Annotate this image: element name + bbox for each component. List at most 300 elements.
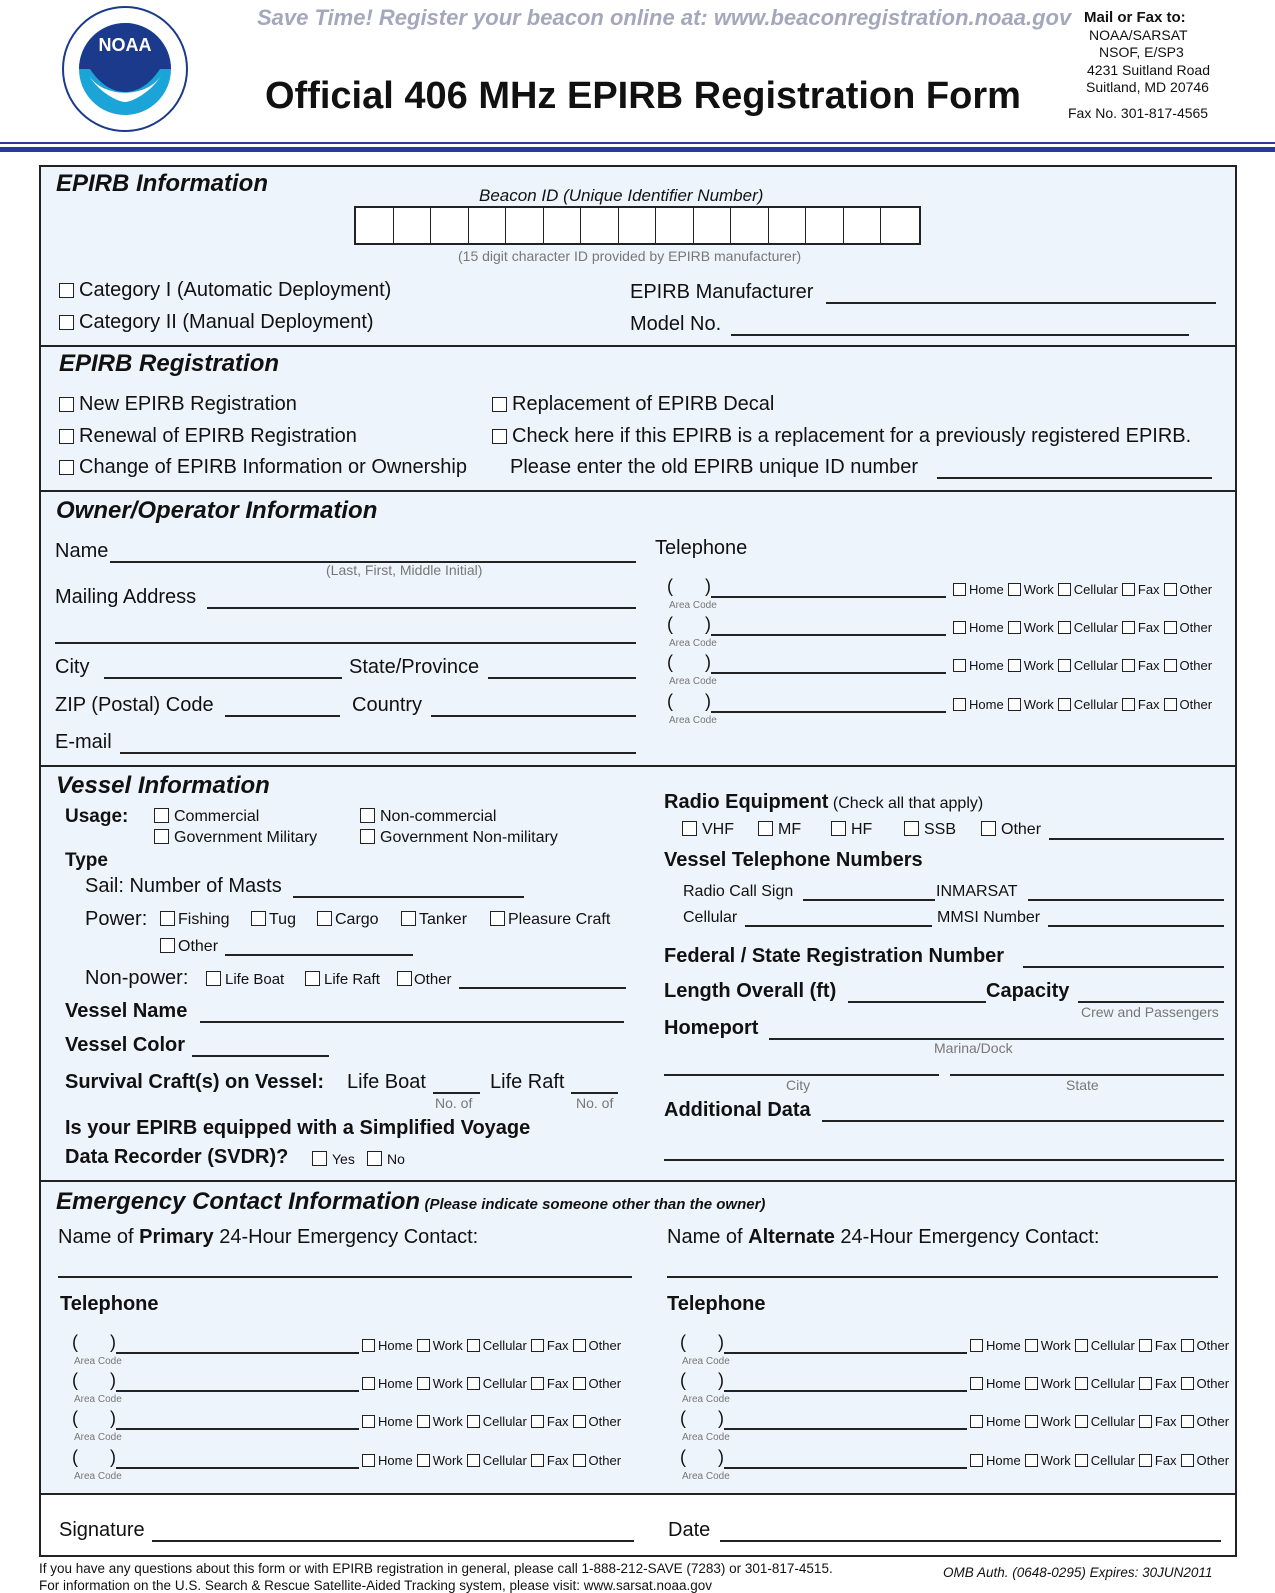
phone-work-checkbox[interactable] xyxy=(1025,1377,1038,1390)
beacon-id-cell[interactable] xyxy=(694,208,732,243)
beacon-id-cell[interactable] xyxy=(731,208,769,243)
phone-cellular-option[interactable] xyxy=(1075,1376,1135,1391)
phone-home-option[interactable] xyxy=(362,1453,413,1468)
phone-cellular-checkbox[interactable] xyxy=(1075,1415,1088,1428)
phone-work-option[interactable] xyxy=(417,1338,463,1353)
phone-number-field[interactable] xyxy=(116,1428,359,1430)
old-id-field[interactable] xyxy=(937,477,1212,479)
phone-fax-checkbox[interactable] xyxy=(531,1415,544,1428)
additional-field[interactable] xyxy=(822,1120,1224,1122)
phone-cellular-option[interactable] xyxy=(1058,658,1118,673)
phone-other-label: Other xyxy=(588,1453,622,1468)
phone-fax-option[interactable] xyxy=(1122,620,1160,635)
phone-work-checkbox[interactable] xyxy=(417,1377,430,1390)
mail-line-3: 4231 Suitland Road xyxy=(1087,62,1210,78)
nonpower-liferaft[interactable] xyxy=(305,971,380,988)
phone-number-field[interactable] xyxy=(724,1428,967,1430)
radio-other-checkbox[interactable] xyxy=(981,821,996,836)
pleasure-checkbox[interactable] xyxy=(490,911,505,926)
phone-close-paren: ) xyxy=(705,691,711,711)
phone-row xyxy=(680,1370,1250,1410)
phone-fax-option[interactable] xyxy=(1139,1338,1177,1353)
phone-fax-option[interactable] xyxy=(1139,1376,1177,1391)
phone-home-label: Home xyxy=(986,1338,1021,1353)
phone-fax-option[interactable] xyxy=(531,1453,569,1468)
alternate-suffix: 24-Hour Emergency Contact: xyxy=(840,1226,1100,1248)
tanker-checkbox[interactable] xyxy=(401,911,416,926)
svdr-yes-checkbox[interactable] xyxy=(312,1151,327,1166)
phone-work-checkbox[interactable] xyxy=(417,1454,430,1467)
beacon-id-cell[interactable] xyxy=(619,208,657,243)
non-commercial-checkbox[interactable] xyxy=(360,808,375,823)
phone-other-option[interactable] xyxy=(1181,1376,1230,1391)
phone-fax-label: Fax xyxy=(1137,620,1160,635)
phone-cellular-checkbox[interactable] xyxy=(467,1415,480,1428)
gov-military-checkbox[interactable] xyxy=(154,829,169,844)
state-field[interactable] xyxy=(488,677,636,679)
phone-row xyxy=(72,1370,642,1410)
phone-work-checkbox[interactable] xyxy=(417,1339,430,1352)
capacity-field[interactable] xyxy=(1078,1001,1224,1003)
phone-cellular-option[interactable] xyxy=(467,1338,527,1353)
phone-other-option[interactable] xyxy=(1181,1338,1230,1353)
phone-other-checkbox[interactable] xyxy=(573,1339,586,1352)
phone-fax-label: Fax xyxy=(546,1338,569,1353)
category-2-checkbox[interactable] xyxy=(59,315,74,330)
category-2-label: Category II (Manual Deployment) xyxy=(79,311,374,333)
radio-hf[interactable] xyxy=(831,821,872,839)
phone-other-checkbox[interactable] xyxy=(573,1377,586,1390)
phone-other-checkbox[interactable] xyxy=(1164,698,1177,711)
survival-lifeboat-field[interactable] xyxy=(433,1092,480,1094)
fed-reg-field[interactable] xyxy=(1023,966,1224,968)
category-1-checkbox[interactable] xyxy=(59,283,74,298)
phone-number-field[interactable] xyxy=(711,634,946,636)
phone-home-option[interactable] xyxy=(953,697,1004,712)
phone-number-field[interactable] xyxy=(711,596,946,598)
phone-fax-option[interactable] xyxy=(531,1338,569,1353)
email-field[interactable] xyxy=(120,752,636,754)
phone-row xyxy=(667,691,1233,731)
phone-other-checkbox[interactable] xyxy=(1181,1339,1194,1352)
phone-other-checkbox[interactable] xyxy=(1164,621,1177,634)
new-registration-label: New EPIRB Registration xyxy=(79,393,297,415)
nonpower-other-checkbox[interactable] xyxy=(397,971,412,986)
phone-number-field[interactable] xyxy=(116,1352,359,1354)
date-field[interactable] xyxy=(720,1540,1221,1542)
radio-other-label: Other xyxy=(1001,821,1042,838)
phone-work-checkbox[interactable] xyxy=(1008,621,1021,634)
phone-other-checkbox[interactable] xyxy=(573,1415,586,1428)
power-pleasure[interactable] xyxy=(490,911,610,929)
phone-number-field[interactable] xyxy=(724,1467,967,1469)
power-fishing[interactable] xyxy=(160,911,230,929)
phone-fax-checkbox[interactable] xyxy=(1122,698,1135,711)
phone-work-label: Work xyxy=(1023,697,1054,712)
cargo-checkbox[interactable] xyxy=(317,911,332,926)
phone-work-option[interactable] xyxy=(417,1414,463,1429)
phone-home-checkbox[interactable] xyxy=(362,1415,375,1428)
phone-other-checkbox[interactable] xyxy=(1181,1377,1194,1390)
homeport-state-field[interactable] xyxy=(950,1074,1224,1076)
phone-home-checkbox[interactable] xyxy=(970,1454,983,1467)
new-registration-checkbox[interactable] xyxy=(59,397,74,412)
beacon-id-cell[interactable] xyxy=(656,208,694,243)
phone-fax-option[interactable] xyxy=(1122,658,1160,673)
nonpower-other[interactable] xyxy=(397,971,452,988)
owner-title: Owner/Operator Information xyxy=(56,497,378,524)
phone-fax-option[interactable] xyxy=(1139,1453,1177,1468)
phone-fax-checkbox[interactable] xyxy=(1139,1415,1152,1428)
commercial-checkbox[interactable] xyxy=(154,808,169,823)
change-checkbox[interactable] xyxy=(59,460,74,475)
phone-other-option[interactable] xyxy=(573,1338,622,1353)
decal-option[interactable] xyxy=(492,393,774,416)
phone-close-paren: ) xyxy=(705,614,711,634)
phone-cellular-checkbox[interactable] xyxy=(1058,583,1071,596)
phone-type-options xyxy=(953,620,1216,635)
phone-cellular-checkbox[interactable] xyxy=(1075,1377,1088,1390)
email-label: E-mail xyxy=(55,731,112,753)
beacon-id-cell[interactable] xyxy=(806,208,844,243)
phone-work-option[interactable] xyxy=(1025,1338,1071,1353)
category-2-option[interactable] xyxy=(59,311,374,334)
svdr-no-checkbox[interactable] xyxy=(367,1151,382,1166)
phone-type-options xyxy=(362,1338,625,1353)
phone-fax-option[interactable] xyxy=(1139,1414,1177,1429)
power-cargo[interactable] xyxy=(317,911,379,929)
phone-cellular-option[interactable] xyxy=(1075,1453,1135,1468)
phone-cellular-option[interactable] xyxy=(467,1376,527,1391)
usage-gov-military[interactable] xyxy=(154,829,317,847)
beacon-id-cell[interactable] xyxy=(394,208,432,243)
sail-field[interactable] xyxy=(293,896,524,898)
power-other-field[interactable] xyxy=(225,954,413,956)
phone-close-paren: ) xyxy=(110,1408,116,1428)
phone-fax-checkbox[interactable] xyxy=(1122,659,1135,672)
phone-work-option[interactable] xyxy=(1025,1453,1071,1468)
fishing-checkbox[interactable] xyxy=(160,911,175,926)
ssb-checkbox[interactable] xyxy=(904,821,919,836)
phone-home-option[interactable] xyxy=(970,1453,1021,1468)
phone-cellular-checkbox[interactable] xyxy=(1075,1454,1088,1467)
phone-other-checkbox[interactable] xyxy=(573,1454,586,1467)
phone-cellular-checkbox[interactable] xyxy=(1058,698,1071,711)
phone-work-checkbox[interactable] xyxy=(1025,1415,1038,1428)
beacon-id-cell[interactable] xyxy=(844,208,882,243)
city-field[interactable] xyxy=(104,677,342,679)
area-code-hint: Area Code xyxy=(74,1471,122,1482)
phone-fax-option[interactable] xyxy=(1122,582,1160,597)
phone-other-checkbox[interactable] xyxy=(1164,659,1177,672)
phone-work-label: Work xyxy=(1040,1414,1071,1429)
beacon-id-cell[interactable] xyxy=(431,208,469,243)
phone-other-option[interactable] xyxy=(1181,1453,1230,1468)
phone-work-option[interactable] xyxy=(1008,620,1054,635)
renewal-checkbox[interactable] xyxy=(59,429,74,444)
usage-gov-nonmil[interactable] xyxy=(360,829,558,847)
additional-label: Additional Data xyxy=(664,1099,811,1121)
power-other[interactable] xyxy=(160,938,218,956)
phone-cellular-checkbox[interactable] xyxy=(1075,1339,1088,1352)
phone-work-checkbox[interactable] xyxy=(1008,659,1021,672)
phone-other-checkbox[interactable] xyxy=(1181,1415,1194,1428)
phone-work-label: Work xyxy=(1023,582,1054,597)
nonpower-other-field[interactable] xyxy=(459,987,626,989)
call-sign-field[interactable] xyxy=(803,899,935,901)
lifeboat-checkbox[interactable] xyxy=(206,971,221,986)
phone-work-checkbox[interactable] xyxy=(1008,698,1021,711)
new-registration-option[interactable] xyxy=(59,393,297,416)
phone-work-option[interactable] xyxy=(1025,1414,1071,1429)
phone-cellular-checkbox[interactable] xyxy=(467,1454,480,1467)
zip-field[interactable] xyxy=(225,715,340,717)
renewal-option[interactable] xyxy=(59,425,357,448)
lifeboat-count-hint: No. of xyxy=(435,1095,473,1111)
header-rule-thick xyxy=(0,147,1275,152)
call-sign-label: Radio Call Sign xyxy=(683,883,794,900)
phone-fax-checkbox[interactable] xyxy=(1139,1339,1152,1352)
phone-cellular-label: Cellular xyxy=(1090,1338,1135,1353)
vhf-checkbox[interactable] xyxy=(682,821,697,836)
phone-other-checkbox[interactable] xyxy=(1164,583,1177,596)
radio-other-field[interactable] xyxy=(1049,838,1224,840)
phone-home-checkbox[interactable] xyxy=(970,1377,983,1390)
beacon-id-cell[interactable] xyxy=(506,208,544,243)
phone-fax-checkbox[interactable] xyxy=(1122,583,1135,596)
phone-other-checkbox[interactable] xyxy=(1181,1454,1194,1467)
radio-ssb[interactable] xyxy=(904,821,956,839)
phone-home-option[interactable] xyxy=(953,620,1004,635)
phone-work-option[interactable] xyxy=(1008,697,1054,712)
replacement-option[interactable] xyxy=(492,425,1191,448)
phone-other-option[interactable] xyxy=(1164,697,1213,712)
beacon-id-cell[interactable] xyxy=(769,208,807,243)
inmarsat-field[interactable] xyxy=(1028,899,1224,901)
phone-home-label: Home xyxy=(969,697,1004,712)
vessel-color-field[interactable] xyxy=(192,1055,329,1057)
phone-cellular-checkbox[interactable] xyxy=(1058,621,1071,634)
phone-close-paren: ) xyxy=(110,1370,116,1390)
phone-cellular-option[interactable] xyxy=(1058,582,1118,597)
length-field[interactable] xyxy=(848,1001,986,1003)
phone-home-checkbox[interactable] xyxy=(362,1339,375,1352)
phone-work-option[interactable] xyxy=(417,1376,463,1391)
phone-home-checkbox[interactable] xyxy=(970,1339,983,1352)
liferaft-checkbox[interactable] xyxy=(305,971,320,986)
phone-home-checkbox[interactable] xyxy=(362,1377,375,1390)
phone-home-option[interactable] xyxy=(362,1414,413,1429)
usage-non-commercial[interactable] xyxy=(360,808,496,826)
phone-number-field[interactable] xyxy=(724,1390,967,1392)
phone-number-field[interactable] xyxy=(724,1352,967,1354)
country-field[interactable] xyxy=(431,715,636,717)
mmsi-field[interactable] xyxy=(1048,925,1224,927)
phone-work-option[interactable] xyxy=(1025,1376,1071,1391)
phone-fax-checkbox[interactable] xyxy=(1139,1454,1152,1467)
phone-other-option[interactable] xyxy=(573,1376,622,1391)
manufacturer-field[interactable] xyxy=(826,302,1216,304)
phone-fax-checkbox[interactable] xyxy=(531,1339,544,1352)
phone-open-paren: ( xyxy=(680,1332,686,1352)
phone-work-checkbox[interactable] xyxy=(1025,1339,1038,1352)
replacement-checkbox[interactable] xyxy=(492,429,507,444)
phone-work-option[interactable] xyxy=(1008,658,1054,673)
phone-number-field[interactable] xyxy=(116,1390,359,1392)
phone-other-option[interactable] xyxy=(1164,658,1213,673)
beacon-id-cell[interactable] xyxy=(469,208,507,243)
usage-commercial[interactable] xyxy=(154,808,259,826)
phone-home-option[interactable] xyxy=(362,1376,413,1391)
phone-row xyxy=(72,1408,642,1448)
hf-checkbox[interactable] xyxy=(831,821,846,836)
phone-cellular-option[interactable] xyxy=(1058,620,1118,635)
phone-fax-checkbox[interactable] xyxy=(1139,1377,1152,1390)
phone-home-option[interactable] xyxy=(953,582,1004,597)
phone-fax-checkbox[interactable] xyxy=(531,1454,544,1467)
non-commercial-label: Non-commercial xyxy=(380,808,497,825)
beacon-id-cell[interactable] xyxy=(544,208,582,243)
phone-fax-label: Fax xyxy=(1137,582,1160,597)
tug-checkbox[interactable] xyxy=(251,911,266,926)
svdr-no[interactable] xyxy=(367,1151,405,1167)
phone-other-option[interactable] xyxy=(1181,1414,1230,1429)
vessel-cellular-field[interactable] xyxy=(745,925,932,927)
phone-fax-label: Fax xyxy=(1137,697,1160,712)
phone-home-checkbox[interactable] xyxy=(970,1415,983,1428)
svdr-yes[interactable] xyxy=(312,1151,355,1167)
phone-cellular-option[interactable] xyxy=(1075,1338,1135,1353)
nonpower-lifeboat[interactable] xyxy=(206,971,284,988)
phone-home-checkbox[interactable] xyxy=(953,659,966,672)
phone-cellular-checkbox[interactable] xyxy=(1058,659,1071,672)
phone-work-checkbox[interactable] xyxy=(417,1415,430,1428)
phone-other-option[interactable] xyxy=(573,1453,622,1468)
phone-fax-checkbox[interactable] xyxy=(531,1377,544,1390)
signature-field[interactable] xyxy=(152,1540,634,1542)
phone-number-field[interactable] xyxy=(116,1467,359,1469)
phone-cellular-checkbox[interactable] xyxy=(467,1339,480,1352)
area-code-hint: Area Code xyxy=(74,1432,122,1443)
phone-fax-label: Fax xyxy=(1137,658,1160,673)
category-1-option[interactable] xyxy=(59,279,391,302)
phone-type-options xyxy=(970,1453,1233,1468)
mailing-field[interactable] xyxy=(207,607,636,609)
phone-cellular-label: Cellular xyxy=(482,1376,527,1391)
phone-fax-option[interactable] xyxy=(531,1414,569,1429)
phone-home-option[interactable] xyxy=(970,1338,1021,1353)
change-label: Change of EPIRB Information or Ownership xyxy=(79,456,467,478)
emergency-title: Emergency Contact Information xyxy=(56,1188,421,1215)
phone-fax-label: Fax xyxy=(1154,1338,1177,1353)
phone-cellular-option[interactable] xyxy=(467,1453,527,1468)
mailing-field-2[interactable] xyxy=(55,642,636,644)
replacement-label: Check here if this EPIRB is a replacement for a previously registered EPIRB. xyxy=(512,425,1192,447)
phone-row xyxy=(72,1447,642,1487)
phone-cellular-label: Cellular xyxy=(482,1453,527,1468)
phone-home-checkbox[interactable] xyxy=(953,621,966,634)
power-tanker[interactable] xyxy=(401,911,467,929)
liferaft-count-hint: No. of xyxy=(576,1095,614,1111)
homeport-city-field[interactable] xyxy=(664,1074,939,1076)
mf-checkbox[interactable] xyxy=(758,821,773,836)
area-code-hint: Area Code xyxy=(682,1356,730,1367)
phone-cellular-option[interactable] xyxy=(1075,1414,1135,1429)
phone-fax-option[interactable] xyxy=(531,1376,569,1391)
phone-work-label: Work xyxy=(432,1414,463,1429)
phone-home-option[interactable] xyxy=(362,1338,413,1353)
zip-label: ZIP (Postal) Code xyxy=(55,694,214,716)
survival-liferaft-field[interactable] xyxy=(571,1092,618,1094)
phone-type-options xyxy=(953,658,1216,673)
alternate-contact-field[interactable] xyxy=(667,1276,1218,1278)
phone-number-field[interactable] xyxy=(711,711,946,713)
decal-checkbox[interactable] xyxy=(492,397,507,412)
phone-cellular-option[interactable] xyxy=(467,1414,527,1429)
phone-home-checkbox[interactable] xyxy=(953,583,966,596)
power-tug[interactable] xyxy=(251,911,296,929)
gov-nonmil-checkbox[interactable] xyxy=(360,829,375,844)
area-code-hint: Area Code xyxy=(669,676,717,687)
divider-2 xyxy=(39,490,1237,492)
phone-number-field[interactable] xyxy=(711,672,946,674)
vessel-name-field[interactable] xyxy=(200,1021,624,1023)
phone-work-checkbox[interactable] xyxy=(1008,583,1021,596)
phone-fax-option[interactable] xyxy=(1122,697,1160,712)
power-other-checkbox[interactable] xyxy=(160,938,175,953)
radio-other[interactable] xyxy=(981,821,1041,839)
phone-cellular-option[interactable] xyxy=(1058,697,1118,712)
phone-cellular-label: Cellular xyxy=(1090,1453,1135,1468)
phone-work-checkbox[interactable] xyxy=(1025,1454,1038,1467)
phone-home-label: Home xyxy=(986,1376,1021,1391)
beacon-id-input[interactable] xyxy=(354,206,921,245)
phone-fax-checkbox[interactable] xyxy=(1122,621,1135,634)
model-field[interactable] xyxy=(731,334,1189,336)
phone-home-option[interactable] xyxy=(970,1376,1021,1391)
owner-telephone-label: Telephone xyxy=(655,537,748,559)
phone-home-checkbox[interactable] xyxy=(953,698,966,711)
radio-vhf[interactable] xyxy=(682,821,734,839)
phone-other-option[interactable] xyxy=(1164,620,1213,635)
beacon-id-cell[interactable] xyxy=(356,208,394,243)
beacon-id-cell[interactable] xyxy=(581,208,619,243)
beacon-id-label: Beacon ID (Unique Identifier Number) xyxy=(479,186,764,205)
radio-mf[interactable] xyxy=(758,821,801,839)
phone-other-option[interactable] xyxy=(1164,582,1213,597)
phone-home-label: Home xyxy=(969,620,1004,635)
phone-home-option[interactable] xyxy=(970,1414,1021,1429)
phone-open-paren: ( xyxy=(72,1408,78,1428)
phone-home-checkbox[interactable] xyxy=(362,1454,375,1467)
phone-home-option[interactable] xyxy=(953,658,1004,673)
phone-open-paren: ( xyxy=(72,1332,78,1352)
phone-open-paren: ( xyxy=(667,576,673,596)
primary-contact-field[interactable] xyxy=(58,1276,632,1278)
phone-cellular-label: Cellular xyxy=(1090,1376,1135,1391)
phone-work-option[interactable] xyxy=(1008,582,1054,597)
beacon-id-cell[interactable] xyxy=(881,208,919,243)
phone-other-option[interactable] xyxy=(573,1414,622,1429)
phone-work-option[interactable] xyxy=(417,1453,463,1468)
homeport-label: Homeport xyxy=(664,1017,759,1039)
change-option[interactable] xyxy=(59,456,467,479)
marina-hint: Marina/Dock xyxy=(934,1040,1013,1056)
cargo-label: Cargo xyxy=(335,911,379,928)
phone-cellular-checkbox[interactable] xyxy=(467,1377,480,1390)
additional-field-2[interactable] xyxy=(664,1159,1224,1161)
svdr-no-label: No xyxy=(387,1151,405,1167)
